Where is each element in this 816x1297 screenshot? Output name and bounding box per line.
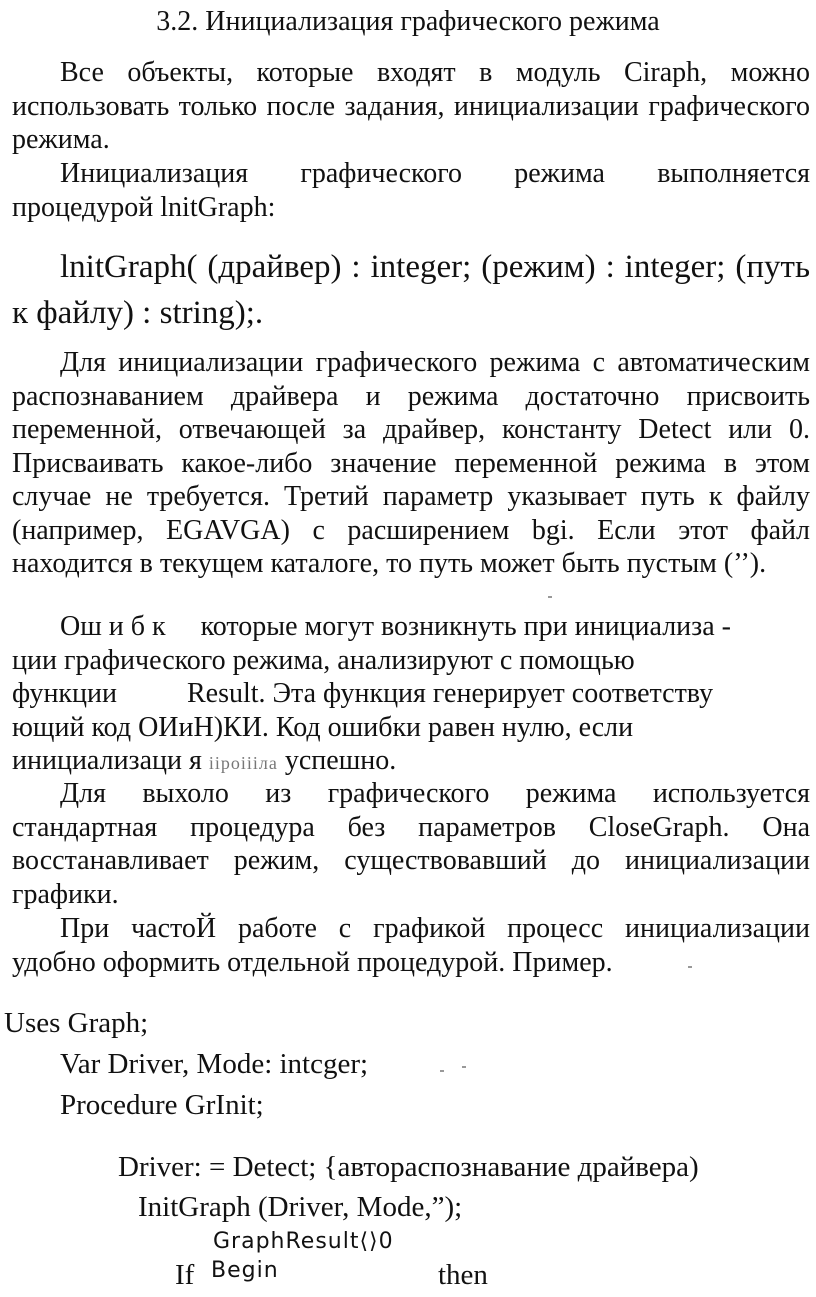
code-line-uses: Uses Graph; <box>4 1007 149 1039</box>
code-line-procedure: Procedure GrInit; <box>60 1089 264 1121</box>
code-line-if: If <box>175 1259 195 1291</box>
errors-line-1: Ош и б к которые могут возникнуть при инициализа - <box>60 611 731 642</box>
errors-line-2: ции графического режима, анализируют с помощью <box>12 644 635 676</box>
code-line-begin: Begin <box>211 1258 279 1283</box>
errors-line-5 <box>12 744 810 781</box>
errors-line-3: функции Result. Эта функция генерирует соответству <box>12 678 714 709</box>
empty-path-quote: (’’). <box>723 548 767 579</box>
paragraph-example-intro: При частоЙ работе с графикой процесс инициализации удобно оформить отдельной процедурой. Пример. <box>12 913 810 978</box>
scan-speck <box>548 596 552 598</box>
errors-line-4: ющий код ОИиН)КИ. Код ошибки равен нулю, если <box>12 711 634 743</box>
errors-line-5-start: инициализаци я <box>12 745 202 776</box>
code-line-detect: Driver: = Detect; {автораспознавание драйвера) <box>118 1151 699 1183</box>
scan-speck <box>440 1070 444 1072</box>
code-line-graphresult: GraphResult⟨⟩0 <box>213 1229 394 1254</box>
code-line-var: Var Driver, Mode: intcger; <box>60 1048 369 1080</box>
paragraph-modules: Все объекты, которые входят в модуль Ciraph, можно использовать только после задания, инициализации графического режима. <box>12 57 810 155</box>
paragraph-detect-text: Для инициализации графического режима с автоматическим распознаванием драйвера и режима достаточно присвоить переменной, отвечающей за драйвер, константу Detect или 0. Присваивать какое-либо значение переменной режима в этом случае не требуется. Третий параметр указывает путь к файлу (например, EGAVGA) с расширением bgi. Если этот файл находится в текущем каталоге, то путь может быть пустым <box>12 347 810 579</box>
scan-speck <box>688 966 692 968</box>
initgraph-signature: lnitGraph( (драйвер) : integer; (режим) : integer; (путь к файлу) : string);. <box>12 249 810 331</box>
code-line-initgraph: InitGraph (Driver, Mode,”); <box>138 1191 463 1223</box>
paragraph-closegraph: Для выхоло из графического режима используется стандартная процедура без параметров CloseGraph. Она восстанавливает режим, существовавший до инициализации графики. <box>12 778 810 910</box>
scan-speck <box>462 1066 466 1068</box>
errors-line-5-end: успешно. <box>284 745 397 776</box>
paragraph-detect <box>12 346 810 581</box>
paragraph-errors <box>12 610 810 781</box>
code-line-then: then <box>438 1259 488 1291</box>
paragraph-initgraph-intro: Инициализация графического режима выполняется процедурой lnitGraph: <box>12 158 810 223</box>
section-heading: 3.2. Инициализация графического режима <box>156 6 660 37</box>
errors-line-5-faint: iipoiiiла <box>208 753 278 773</box>
